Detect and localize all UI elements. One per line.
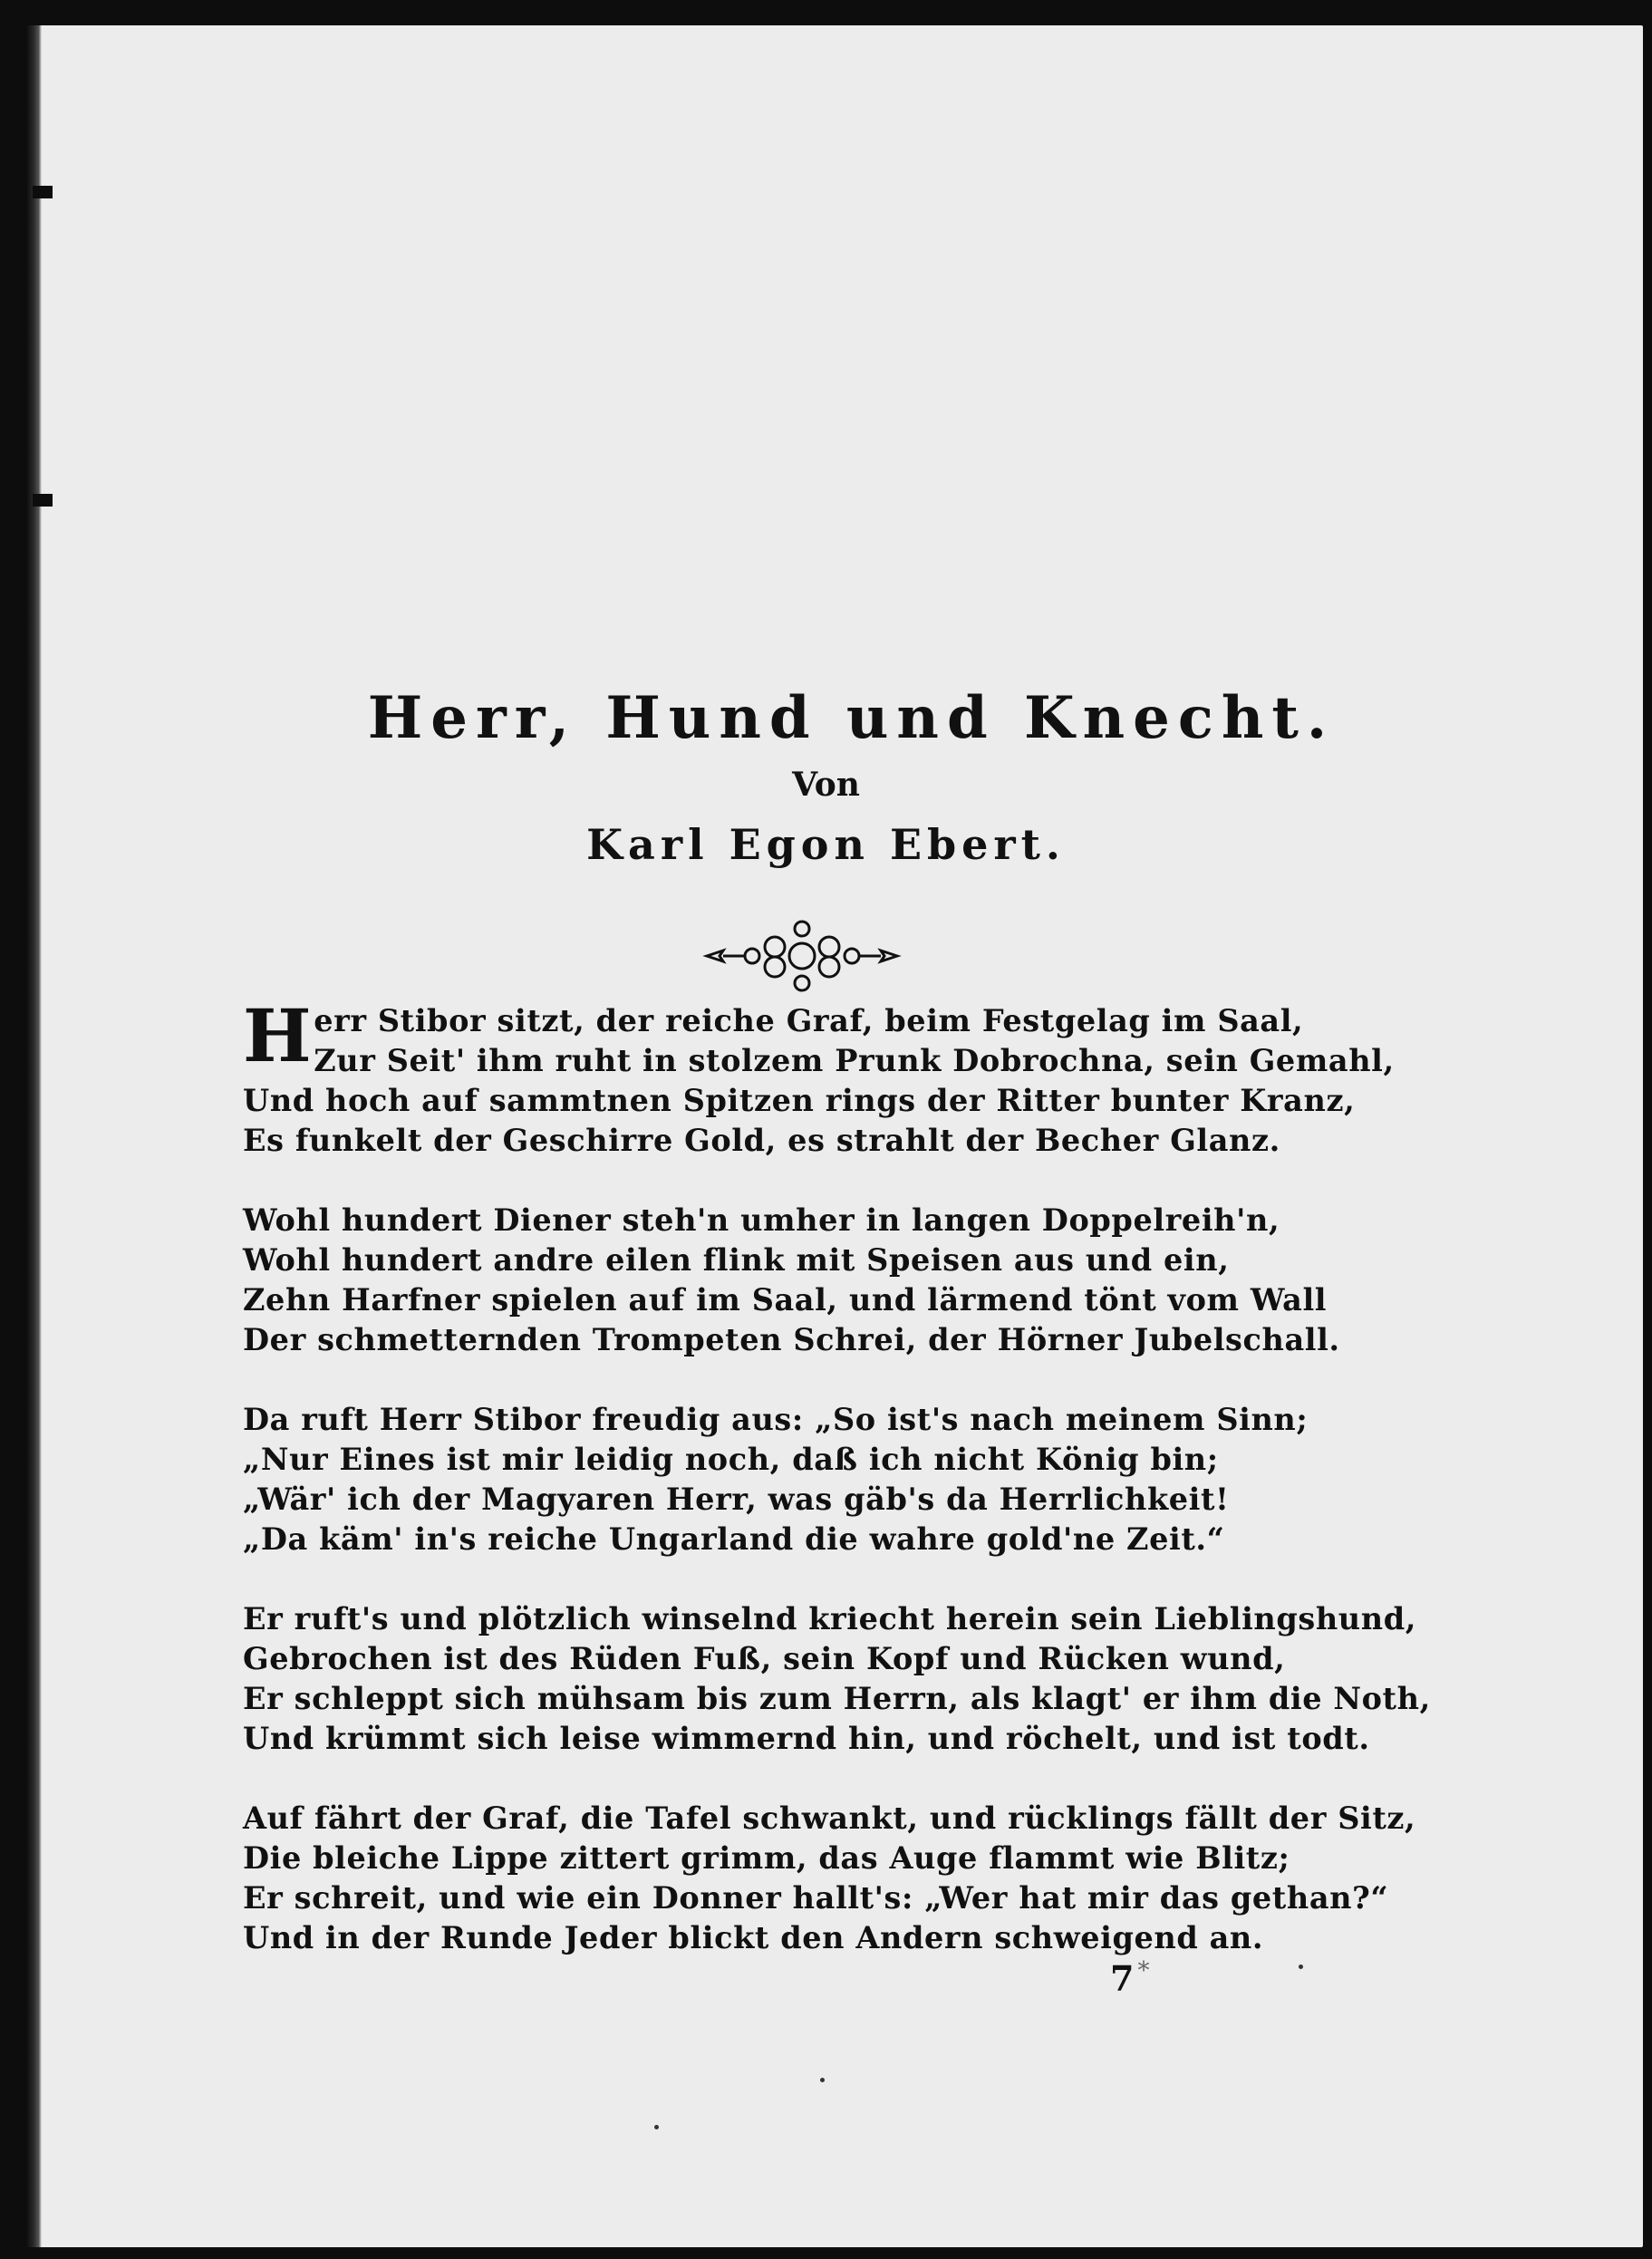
paper-speck [820, 2078, 825, 2082]
poem-line: Er schleppt sich mühsam bis zum Herrn, als klagt' er ihm die Noth, [243, 1681, 1431, 1716]
poem-line: „Wär' ich der Magyaren Herr, was gäb's da Herrlichkeit! [243, 1482, 1230, 1517]
poem-line: Der schmetternden Trompeten Schrei, der Hörner Jubelschall. [243, 1322, 1340, 1357]
poem-line: Auf fährt der Graf, die Tafel schwankt, und rücklings fällt der Sitz, [243, 1800, 1416, 1836]
poem-line: Er schreit, und wie ein Donner hallt's: „Wer hat mir das gethan?“ [243, 1880, 1389, 1916]
poem-stanza [243, 1400, 1309, 1559]
poem-line: Wohl hundert Diener steh'n umher in langen Doppelreih'n, [243, 1202, 1280, 1238]
poem-stanza [243, 993, 1395, 1161]
poem-line: Und krümmt sich leise wimmernd hin, und röchelt, und ist todt. [243, 1721, 1370, 1756]
byline-von: Von [792, 766, 860, 804]
poem-stanza [243, 1799, 1416, 1958]
poem-line: Die bleiche Lippe zittert grimm, das Auge flammt wie Blitz; [243, 1840, 1290, 1876]
poem-body [243, 993, 1431, 1998]
poem-stanza [243, 1599, 1431, 1759]
signature-asterisk: * [1137, 1957, 1150, 1984]
poem-line: Wohl hundert andre eilen flink mit Speisen aus und ein, [243, 1242, 1230, 1278]
poem-line: Gebrochen ist des Rüden Fuß, sein Kopf und Rücken wund, [243, 1641, 1286, 1676]
paper-speck [1299, 1965, 1303, 1969]
binding-nick [33, 494, 53, 507]
page-binding-edge [27, 25, 42, 2247]
poem-line: „Nur Eines ist mir leidig noch, daß ich nicht König bin; [243, 1442, 1219, 1477]
poem-line: Zur Seit' ihm ruht in stolzem Prunk Dobrochna, sein Gemahl, [314, 1043, 1395, 1078]
paper-speck [654, 2125, 659, 2129]
poem-line: Zehn Harfner spielen auf im Saal, und lärmend tönt vom Wall [243, 1282, 1328, 1318]
poem-line: Er ruft's und plötzlich winselnd kriecht herein sein Lieblingshund, [243, 1601, 1416, 1636]
poem-line: Da ruft Herr Stibor freudig aus: „So ist's nach meinem Sinn; [243, 1402, 1309, 1437]
poem-line: Es funkelt der Geschirre Gold, es strahlt der Becher Glanz. [243, 1123, 1280, 1158]
signature-number: 7 [1110, 1957, 1135, 1999]
poem-line: err Stibor sitzt, der reiche Graf, beim Festgelag im Saal, [314, 1003, 1304, 1038]
poem-title: Herr, Hund und Knecht. [367, 684, 1336, 752]
poem-stanza [243, 1201, 1340, 1360]
poem-line: Und hoch auf sammtnen Spitzen rings der Ritter bunter Kranz, [243, 1083, 1356, 1118]
scroll-ornament-icon [698, 911, 906, 1001]
signature-mark [1110, 1957, 1149, 1999]
binding-nick [33, 186, 53, 198]
author-name: Karl Egon Ebert. [586, 820, 1066, 869]
poem-line: „Da käm' in's reiche Ungarland die wahre gold'ne Zeit.“ [243, 1521, 1225, 1557]
drop-cap: H [243, 993, 313, 1078]
poem-line: Und in der Runde Jeder blickt den Andern schweigend an. [243, 1920, 1264, 1955]
